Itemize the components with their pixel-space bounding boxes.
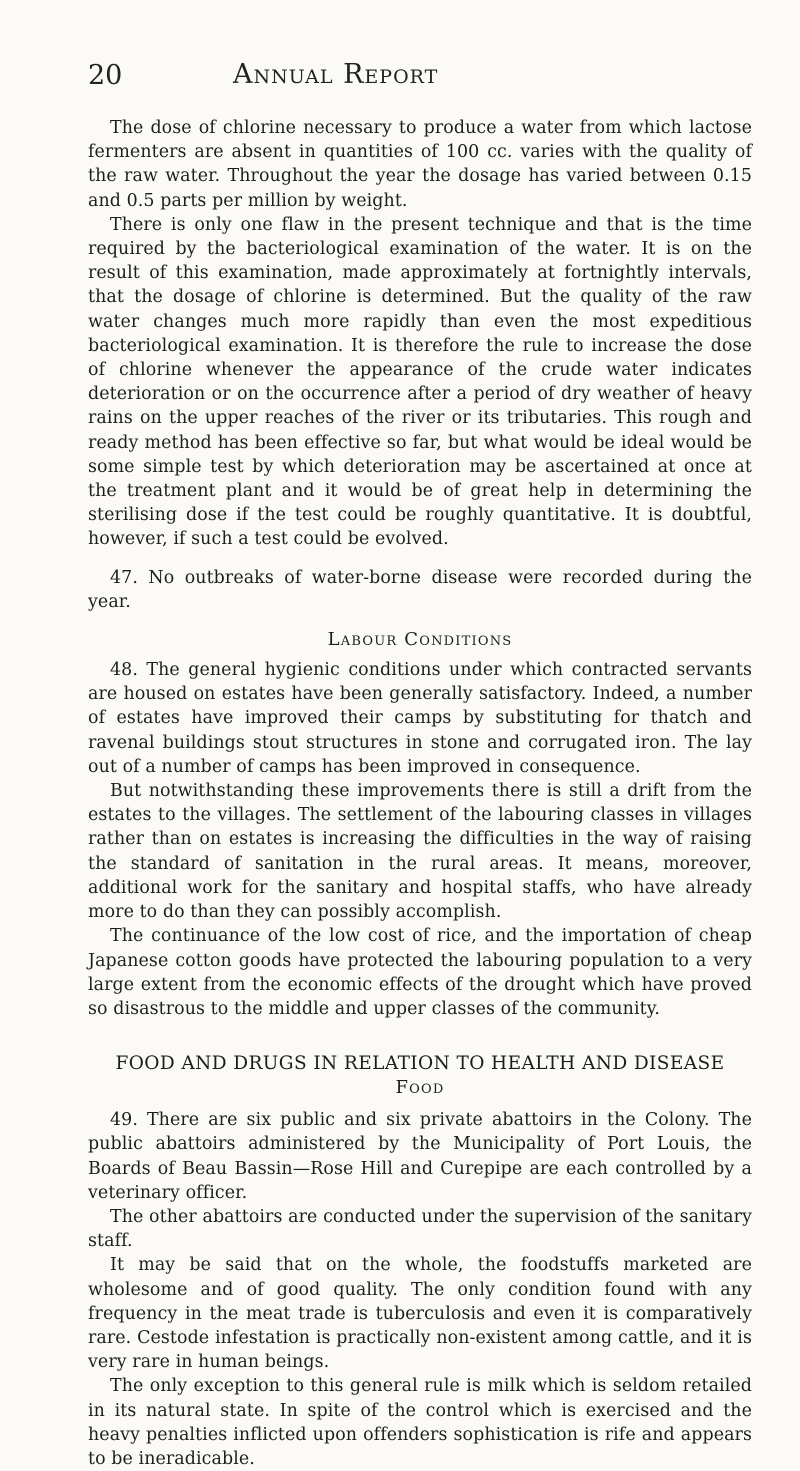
page-number: 20 — [88, 60, 123, 91]
labour-conditions-heading: Labour Conditions — [327, 629, 513, 651]
paragraph-chlorine-dose: The dose of chlorine necessary to produce a water from which lactose fermenters are absent in quantities of 100 cc. varies with the quality of the raw water. Throughout the year the dosage has varied between 0.15 and 0.5 parts per million by weight. — [88, 118, 752, 211]
food-subheading: Food — [395, 1077, 445, 1099]
page-header — [88, 60, 752, 116]
document-page — [88, 60, 752, 1471]
paragraph-drift-villages: But notwithstanding these improvements there is still a drift from the estates to the villages. The settlement of the labouring classes in villages rather than on estates is increasing the difficulties in the way of raising the standard of sanitation in the rural areas. It means, moreover, additional work for the sanitary and hospital staffs, who have already more to do than they can possibly accomplish. — [88, 781, 752, 923]
paragraph-47: 47. No outbreaks of water-borne disease were recorded during the year. — [88, 567, 752, 612]
running-title: Annual Report — [233, 59, 439, 90]
paragraph-other-abattoirs: The other abattoirs are conducted under the supervision of the sanitary staff. — [88, 1206, 752, 1252]
paragraph-49: 49. There are six public and six private abattoirs in the Colony. The public abattoirs administered by the Municipality of Port Louis, the Boards of Beau Bassin—Rose Hill and Curepipe are each controlled by a veterinary officer. — [88, 1110, 752, 1203]
paragraph-foodstuffs-quality: It may be said that on the whole, the foodstuffs marketed are wholesome and of good quality. The only condition found with any frequency in the meat trade is tuberculosis and even it is comparatively rare. Cestode infestation is practically non-existent among cattle, and it is very rare in human beings. — [88, 1255, 752, 1373]
paragraph-rice-cotton: The continuance of the low cost of rice, and the importation of cheap Japanese cotton goods have protected the labouring population to a very large extent from the economic effects of the drought which have proved so disastrous to the middle and upper classes of the community. — [88, 926, 752, 1019]
paragraph-48: 48. The general hygienic conditions under which contracted servants are housed on estates have been generally satisfactory. Indeed, a number of estates have improved their camps by substituting for thatch and ravenal buildings stout structures in stone and corrugated iron. The lay out of a number of camps has been improved in consequence. — [88, 660, 752, 777]
paragraph-milk-exception: The only exception to this general rule is milk which is seldom retailed in its natural state. In spite of the control which is exercised and the heavy penalties inflicted upon offenders sophistication is rife and appears to be ineradicable. — [88, 1376, 752, 1469]
paragraph-technique-flaw: There is only one flaw in the present technique and that is the time required by the bacteriological examination of the water. It is on the result of this examination, made approximately at fortnightly intervals, that the dosage of chlorine is determined. But the quality of the raw water changes much more rapidly than even the most expeditious bacteriological examination. It is therefore the rule to increase the dose of chlorine whenever the appearance of the crude water indicates deterioration or on the occurrence after a period of dry weather of heavy rains on the upper reaches of the river or its tributaries. This rough and ready method has been effective so far, but what would be ideal would be some simple test by which deterioration may be ascertained at once at the treatment plant and it would be of great help in determining the sterilising dose if the test could be roughly quantitative. It is doubtful, however, if such a test could be evolved. — [88, 214, 752, 550]
food-drugs-section-title: FOOD AND DRUGS IN RELATION TO HEALTH AND DISEASE — [115, 1053, 725, 1075]
